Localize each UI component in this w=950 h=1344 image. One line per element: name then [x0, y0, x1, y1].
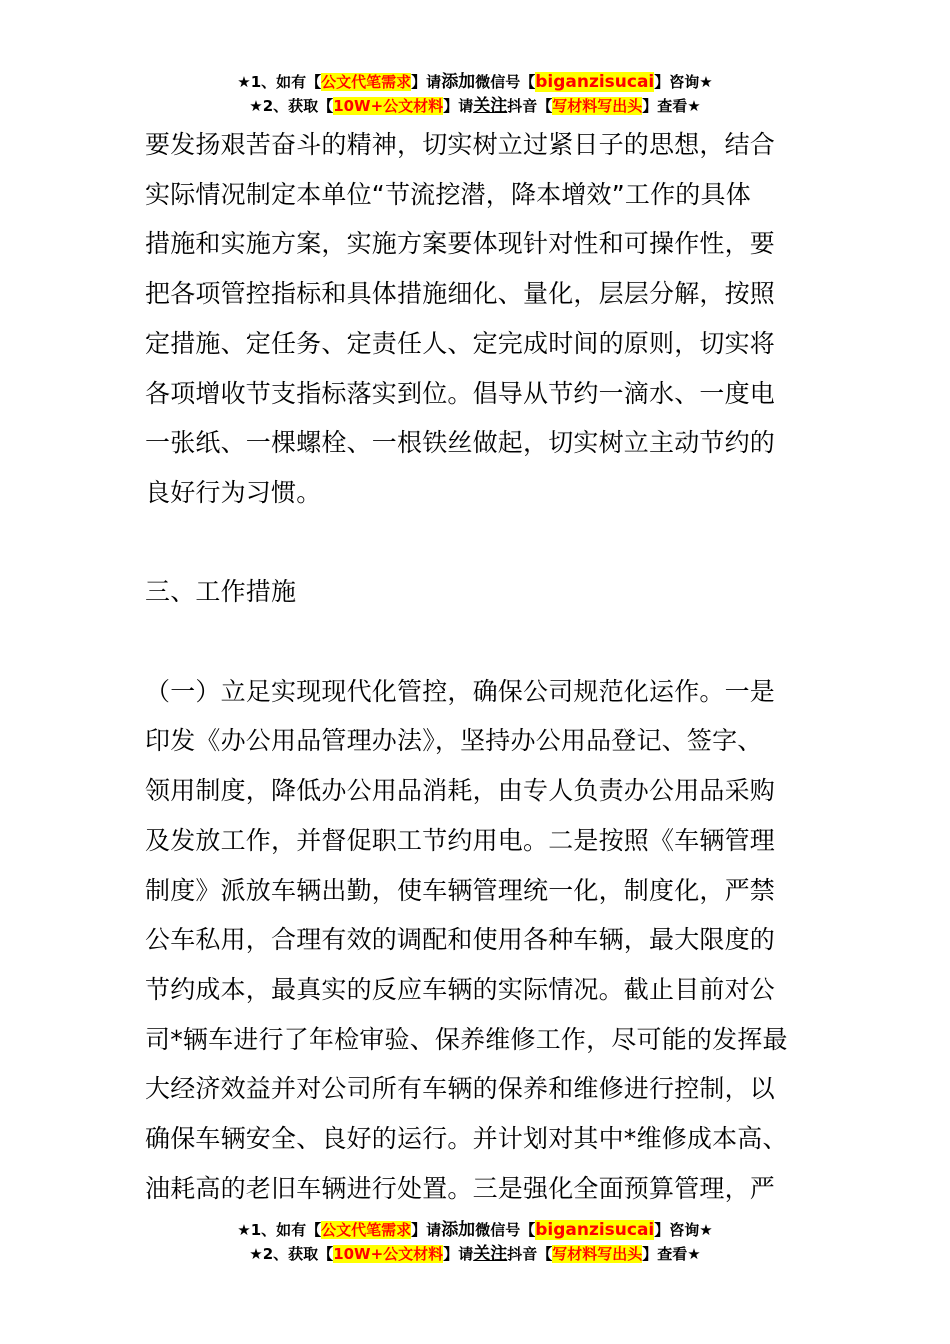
paragraph-line: 各项增收节支指标落实到位。倡导从节约一滴水、一度电: [145, 378, 776, 408]
banner-line-2: [0, 94, 950, 118]
paragraph-line: 把各项管控指标和具体措施细化、量化，层层分解，按照: [145, 279, 776, 309]
banner-text: 】咨询★: [654, 1221, 713, 1239]
paragraph-line: 油耗高的老旧车辆进行处置。三是强化全面预算管理，严: [145, 1173, 776, 1203]
banner-text: 2、获取【: [262, 1245, 334, 1263]
paragraph-line: 大经济效益并对公司所有车辆的保养和维修进行控制，以: [145, 1074, 776, 1104]
banner-text: 1、如有【: [250, 1221, 322, 1239]
highlight-service: 公文代笔需求: [321, 73, 412, 91]
highlight-service: 公文代笔需求: [321, 1221, 412, 1239]
paragraph-line: 要发扬艰苦奋斗的精神，切实树立过紧日子的思想，结合: [145, 130, 776, 159]
highlight-wechat-id: biganzisucai: [535, 72, 655, 92]
section-heading: 三、工作措施: [145, 577, 297, 607]
star-icon: ★: [237, 1221, 251, 1239]
header-banner: [0, 70, 950, 118]
paragraph-line: 领用制度，降低办公用品消耗，由专人负责办公用品采购: [145, 776, 776, 806]
banner-text: 】请: [411, 73, 442, 91]
highlight-materials: 10W+公文材料: [333, 97, 444, 115]
banner-emphasis: 添加: [441, 1220, 476, 1240]
highlight-materials: 10W+公文材料: [333, 1245, 444, 1263]
document-body: [145, 120, 815, 1213]
paragraph-line: 制度》派放车辆出勤，使车辆管理统一化，制度化，严禁: [145, 875, 776, 905]
paragraph-line: 措施和实施方案，实施方案要体现针对性和可操作性，要: [145, 229, 776, 259]
banner-line-2: [0, 1242, 950, 1266]
banner-emphasis: 添加: [441, 72, 476, 92]
banner-text: 】请: [443, 97, 474, 115]
blank-line: [145, 617, 815, 667]
paragraph-line: 节约成本，最真实的反应车辆的实际情况。截止目前对公: [145, 974, 776, 1004]
banner-text: 抖音【: [507, 1245, 553, 1263]
banner-text: 1、如有【: [250, 73, 322, 91]
paragraph-line: 印发《办公用品管理办法》，坚持办公用品登记、签字、: [145, 726, 763, 756]
highlight-wechat-id: biganzisucai: [535, 1220, 655, 1240]
banner-text: 微信号【: [475, 73, 536, 91]
banner-line-1: [0, 70, 950, 94]
banner-emphasis: 关注: [473, 1244, 508, 1264]
paragraph-line: 良好行为习惯。: [145, 477, 322, 507]
banner-line-1: [0, 1218, 950, 1242]
banner-text: 】请: [443, 1245, 474, 1263]
paragraph-line: 及发放工作，并督促职工节约用电。二是按照《车辆管理: [145, 825, 776, 855]
highlight-douyin: 写材料写出头: [552, 97, 643, 115]
banner-text: 】咨询★: [654, 73, 713, 91]
paragraph-line: 实际情况制定本单位“节流挖潜，降本增效”工作的具体: [145, 179, 751, 209]
paragraph-line: 确保车辆安全、良好的运行。并计划对其中*维修成本高、: [145, 1124, 788, 1154]
banner-text: 】查看★: [642, 1245, 701, 1263]
banner-text: 2、获取【: [262, 97, 334, 115]
star-icon: ★: [237, 73, 251, 91]
paragraph-line: 司*辆车进行了年检审验、保养维修工作，尽可能的发挥最: [145, 1024, 788, 1054]
star-icon: ★: [249, 97, 263, 115]
highlight-douyin: 写材料写出头: [552, 1245, 643, 1263]
banner-text: 微信号【: [475, 1221, 536, 1239]
banner-text: 】查看★: [642, 97, 701, 115]
paragraph-line: 公车私用，合理有效的调配和使用各种车辆，最大限度的: [145, 925, 776, 955]
paragraph-line: （一）立足实现现代化管控，确保公司规范化运作。一是: [145, 676, 776, 706]
blank-line: [145, 518, 815, 568]
banner-text: 】请: [411, 1221, 442, 1239]
banner-text: 抖音【: [507, 97, 553, 115]
banner-emphasis: 关注: [473, 96, 508, 116]
paragraph-line: 一张纸、一棵螺栓、一根铁丝做起，切实树立主动节约的: [145, 428, 776, 458]
footer-banner: [0, 1218, 950, 1266]
paragraph-line: 定措施、定任务、定责任人、定完成时间的原则，切实将: [145, 328, 776, 358]
star-icon: ★: [249, 1245, 263, 1263]
